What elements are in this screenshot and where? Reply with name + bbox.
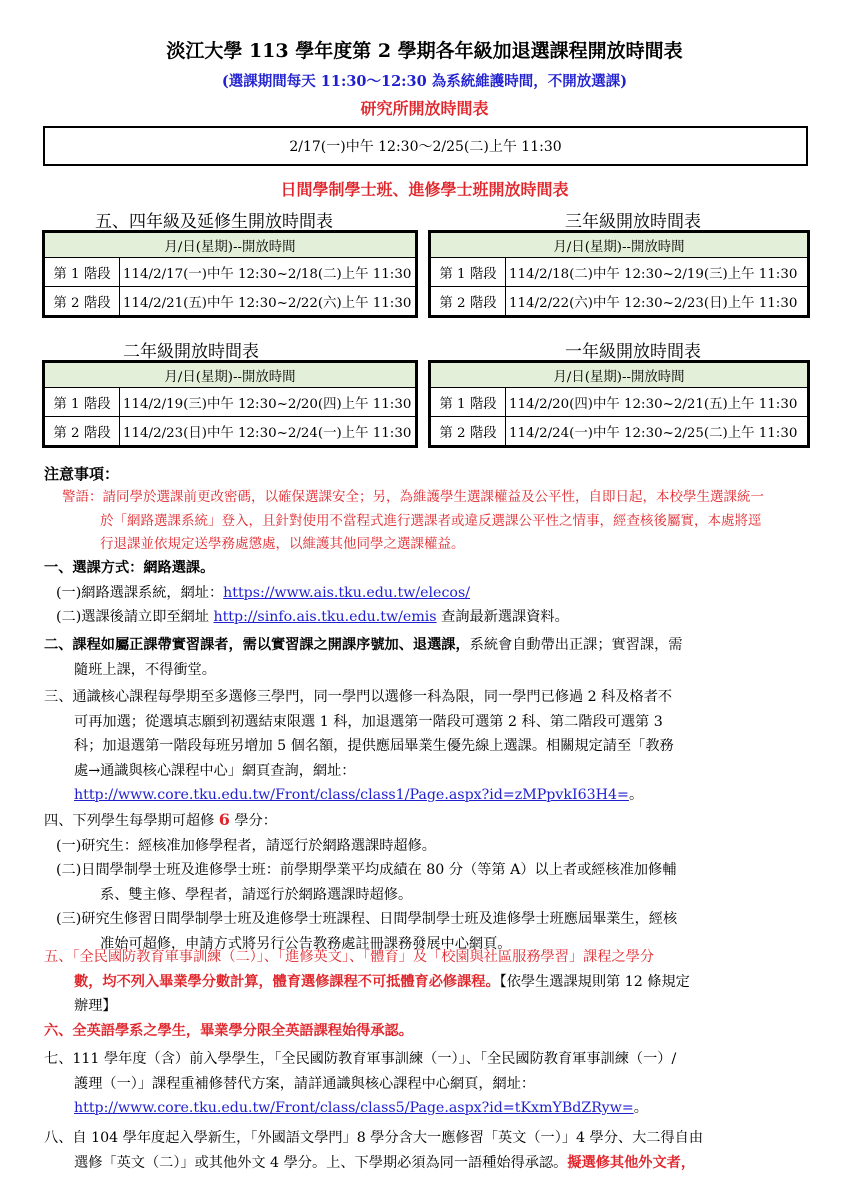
- stage-cell: 第 2 階段: [44, 287, 120, 317]
- notes-heading: 注意事項：: [44, 465, 120, 483]
- core-class1-link[interactable]: http://www.core.tku.edu.tw/Front/class/class1/Page.aspx?id=zMPpvkI63H4=: [74, 787, 629, 803]
- grad-heading: 研究所開放時間表: [360, 99, 489, 118]
- item-5: [44, 945, 824, 1019]
- schedule-table-grade3: [428, 230, 810, 318]
- item-3-line: 科；加退選第一階段每班另增加 5 個名額，提供應屆畢業生優先線上選課。相關規定請至「教務: [74, 738, 674, 754]
- item-1a: [44, 581, 824, 606]
- schedule-title-grade3: 三年級開放時間表: [565, 212, 701, 232]
- item-5-ref-end: 辦理】: [74, 998, 117, 1014]
- stage-cell: 第 2 階段: [44, 417, 120, 447]
- table-row: [430, 287, 809, 317]
- item-4b-cont: 系、雙主修、學程者，請逕行於網路選課時超修。: [100, 886, 413, 903]
- schedule-table-grade5-4: [42, 230, 418, 318]
- table-row: [430, 388, 809, 417]
- elecos-link[interactable]: https://www.ais.tku.edu.tw/elecos/: [223, 584, 471, 601]
- time-cell: 114/2/22(六)中午 12:30~2/23(日)上午 11:30: [506, 287, 809, 317]
- page-title: 淡江大學 113 學年度第 2 學期各年級加退選課程開放時間表: [166, 40, 683, 62]
- schedule-title-grade5-4: 五、四年級及延修生開放時間表: [95, 212, 333, 232]
- time-cell: 114/2/24(一)中午 12:30~2/25(二)上午 11:30: [506, 417, 809, 447]
- core-class5-link[interactable]: http://www.core.tku.edu.tw/Front/class/class5/Page.aspx?id=tKxmYBdZRyw=: [74, 1100, 634, 1116]
- item-5-ref: 【依學生選課規則第 12 條規定: [499, 973, 690, 990]
- item-1b-tail: 查詢最新選課資料。: [436, 609, 569, 625]
- warning-line: 警語：請同學於選課前更改密碼，以確保選課安全；另，為維護學生選課權益及公平性，自即日起，本校學生選課統一: [62, 489, 764, 505]
- time-cell: 114/2/17(一)中午 12:30~2/18(二)上午 11:30: [120, 258, 417, 287]
- stage-cell: 第 1 階段: [430, 258, 506, 287]
- item-2-tail: 系統會自動帶出正課；實習課，需: [469, 637, 683, 653]
- stage-cell: 第 1 階段: [44, 258, 120, 287]
- item-2: [44, 633, 824, 682]
- item-4-title: 四、下列學生每學期可超修: [44, 813, 219, 829]
- item-8-red: 擬選修其他外文者，: [567, 1154, 696, 1171]
- schedule-header: 月/日(星期)--開放時間: [44, 362, 417, 388]
- schedule-table-grade2: [42, 360, 418, 448]
- schedule-title-grade2: 二年級開放時間表: [123, 342, 259, 362]
- item-1b: [44, 605, 824, 630]
- item-8-line: 八、自 104 學年度起入學新生，「外國語文學門」8 學分含大一應修習「英文（一）」4 學分、大二得自由: [44, 1130, 704, 1146]
- item-4: [44, 808, 824, 956]
- stage-cell: 第 2 階段: [430, 417, 506, 447]
- item-4b: (二)日間學制學士班及進修學士班：前學期學業平均成績在 80 分（等第 A）以上者或經核准加修輔: [56, 862, 677, 878]
- item-7-line: 護理（一）」課程重補修替代方案，請詳通識與核心課程中心網頁，網址：: [74, 1075, 536, 1092]
- item-1b-text: (二)選課後請立即至網址: [56, 609, 214, 625]
- table-row: [44, 388, 417, 417]
- item-3: [44, 685, 824, 808]
- item-4-title-tail: 學分：: [229, 813, 277, 829]
- item-5-line: 數，均不列入畢業學分數計算，體育選修課程不可抵體育必修課程。: [74, 973, 500, 990]
- item-2-line2: 隨班上課，不得衝堂。: [74, 661, 216, 678]
- table-row: [430, 258, 809, 287]
- table-row: [44, 287, 417, 317]
- stage-cell: 第 1 階段: [430, 388, 506, 417]
- warning-line: 行退課並依規定送學務處懲處，以維護其他同學之選課權益。: [100, 536, 465, 552]
- item-3-line: 處→通識與核心課程中心」網頁查詢，網址：: [74, 762, 356, 779]
- time-cell: 114/2/21(五)中午 12:30~2/22(六)上午 11:30: [120, 287, 417, 317]
- time-cell: 114/2/20(四)中午 12:30~2/21(五)上午 11:30: [506, 388, 809, 417]
- punctuation: 。: [633, 1100, 648, 1116]
- item-4c: (三)研究生修習日間學制學士班及進修學士班課程、日間學制學士班及進修學士班應屆畢業生，經核: [56, 911, 678, 927]
- schedule-title-grade1: 一年級開放時間表: [565, 342, 701, 362]
- time-cell: 114/2/19(三)中午 12:30~2/20(四)上午 11:30: [120, 388, 417, 417]
- schedule-header: 月/日(星期)--開放時間: [430, 232, 809, 258]
- emis-link[interactable]: http://sinfo.ais.tku.edu.tw/emis: [213, 609, 437, 625]
- item-7: [44, 1047, 824, 1121]
- schedule-table-grade1: [428, 360, 810, 448]
- item-8-line: 選修「英文（二）」或其他外文 4 學分。上、下學期必須為同一語種始得承認。: [74, 1154, 568, 1171]
- item-2-bold: 二、課程如屬正課帶實習課者，需以實習課之開課序號加、退選課，: [44, 637, 470, 653]
- item-5-line: 五、「全民國防教育軍事訓練（二）」、「進修英文」、「體育」及「校園與社區服務學習」課程之學分: [44, 949, 655, 965]
- item-1-title: 一、選課方式：網路選課。: [44, 560, 215, 576]
- overload-credits: 6: [218, 810, 230, 829]
- schedule-header: 月/日(星期)--開放時間: [44, 232, 417, 258]
- item-7-line: 七、111 學年度（含）前入學學生，「全民國防教育軍事訓練（一）」、「全民國防教育軍事訓練（一）/: [44, 1051, 677, 1067]
- grad-period: 2/17(一)中午 12:30～2/25(二)上午 11:30: [289, 139, 562, 155]
- stage-cell: 第 2 階段: [430, 287, 506, 317]
- punctuation: 。: [628, 787, 644, 803]
- stage-cell: 第 1 階段: [44, 388, 120, 417]
- table-row: [430, 417, 809, 447]
- item-1: [44, 556, 824, 630]
- grad-period-box: [43, 126, 808, 166]
- item-3-line: 可再加選；從選填志願到初選結束限選 1 科，加退選第一階段可選第 2 科、第二階段可選第 3: [74, 713, 663, 730]
- item-3-line: 三、通識核心課程每學期至多選修三學門，同一學門以選修一科為限，同一學門已修過 2 科及格者不: [44, 689, 673, 705]
- undergrad-heading: 日間學制學士班、進修學士班開放時間表: [280, 180, 569, 199]
- item-1a-text: (一)網路選課系統，網址：: [56, 584, 224, 601]
- warning-line: 於「網路選課系統」登入，且針對使用不當程式進行選課者或違反選課公平性之情事，經查核後屬實，本處將逕: [100, 512, 762, 529]
- table-row: [44, 258, 417, 287]
- item-6: 六、全英語學系之學生，畢業學分限全英語課程始得承認。: [44, 1023, 413, 1039]
- time-cell: 114/2/23(日)中午 12:30~2/24(一)上午 11:30: [120, 417, 417, 447]
- item-4a: (一)研究生：經核准加修學程者，請逕行於網路選課時超修。: [56, 837, 436, 854]
- item-4c-cont: 准始可超修，申請方式將另行公告教務處註冊課務發展中心網頁。: [100, 935, 512, 952]
- maintenance-note: (選課期間每天 11:30～12:30 為系統維護時間，不開放選課): [221, 73, 628, 90]
- time-cell: 114/2/18(二)中午 12:30~2/19(三)上午 11:30: [506, 258, 809, 287]
- schedule-header: 月/日(星期)--開放時間: [430, 362, 809, 388]
- item-8: [44, 1126, 824, 1175]
- table-row: [44, 417, 417, 447]
- warning-block: [62, 486, 822, 557]
